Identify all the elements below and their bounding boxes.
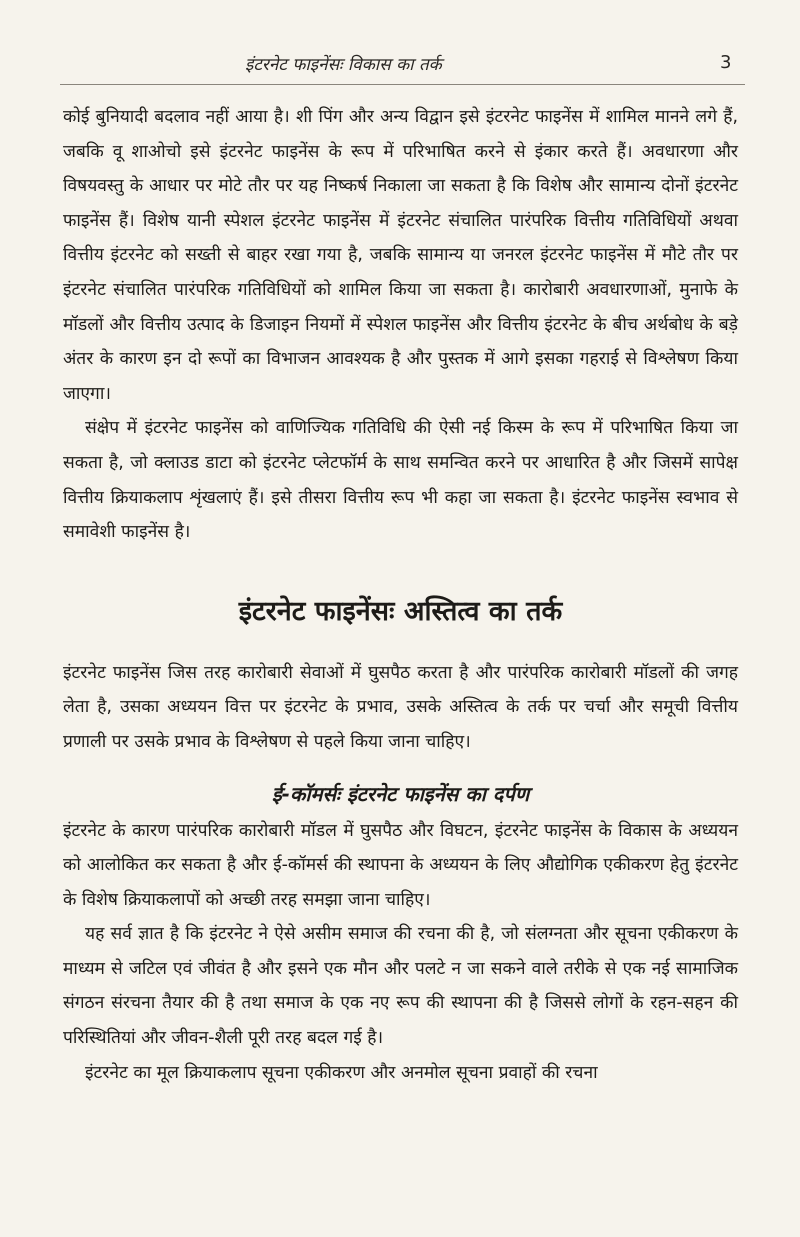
body-paragraph: इंटरनेट फाइनेंस जिस तरह कारोबारी सेवाओं में घुसपैठ करता है और पारंपरिक कारोबारी मॉडलों की जगह लेता है, उसका अध्ययन वित्त पर इंटरनेट के प्रभाव, उसके अस्तित्व के तर्क पर चर्चा और समूची वित्तीय प्रणाली पर उसके प्रभाव के विश्लेषण से पहले किया जाना चाहिए। xyxy=(63,662,738,752)
body-paragraph: इंटरनेट के कारण पारंपरिक कारोबारी मॉडल में घुसपैठ और विघटन, इंटरनेट फाइनेंस के विकास के अध्ययन को आलोकित कर सकता है और ई-कॉमर्स की स्थापना के अध्ययन के लिए औद्योगिक एकीकरण हेतु इंटरनेट के विशेष क्रियाकलापों को अच्छी तरह समझा जाना चाहिए। xyxy=(63,820,738,910)
subsection-heading: ई-कॉमर्सः इंटरनेट फाइनेंस का दर्पण xyxy=(271,781,530,806)
running-head-title: इंटरनेट फाइनेंसः विकास का तर्क xyxy=(245,55,442,75)
body-paragraph: कोई बुनियादी बदलाव नहीं आया है। शी पिंग और अन्य विद्वान इसे इंटरनेट फाइनेंस में शामिल मानने लगे हैं, जबकि वू शाओचो इसे इंटरनेट फाइनेंस के रूप में परिभाषित करने से इंकार करते हैं। अवधारणा और विषयवस्तु के आधार पर मोटे तौर पर यह निष्कर्ष निकाला जा सकता है कि विशेष और सामान्य दोनों इंटरनेट फाइनेंस हैं। विशेष यानी स्पेशल इंटरनेट फाइनेंस में इंटरनेट संचालित पारंपरिक वित्तीय गतिविधियों अथवा वित्तीय इंटरनेट को सख्ती से बाहर रखा गया है, जबकि सामान्य या जनरल इंटरनेट फाइनेंस में मौटे तौर पर इंटरनेट संचालित पारंपरिक गतिविधियों को शामिल किया जा सकता है। कारोबारी अवधारणाओं, मुनाफे के मॉडलों और वित्तीय उत्पाद के डिजाइन नियमों में स्पेशल फाइनेंस और वित्तीय इंटरनेट के बीच अर्थबोध के बड़े अंतर के कारण इन दो रूपों का विभाजन आवश्यक है और पुस्तक में आगे इसका गहराई से विश्लेषण किया जाएगा। xyxy=(63,107,738,404)
body-paragraph: इंटरनेट का मूल क्रियाकलाप सूचना एकीकरण और अनमोल सूचना प्रवाहों की रचना xyxy=(85,1062,598,1083)
page-body xyxy=(63,100,738,1090)
body-paragraph: यह सर्व ज्ञात है कि इंटरनेट ने ऐसे असीम समाज की रचना की है, जो संलग्नता और सूचना एकीकरण के माध्यम से जटिल एवं जीवंत है और इसने एक मौन और पलटे न जा सकने वाले तरीके से एक नई सामाजिक संगठन संरचना तैयार की है तथा समाज के एक नए रूप की स्थापना की है जिससे लोगों के रहन-सहन की परिस्थितियां और जीवन-शैली पूरी तरह बदल गई है। xyxy=(63,924,738,1049)
header-rule xyxy=(60,84,745,85)
page-number: 3 xyxy=(720,52,732,73)
body-paragraph: संक्षेप में इंटरनेट फाइनेंस को वाणिज्यिक गतिविधि की ऐसी नई किस्म के रूप में परिभाषित किया जा सकता है, जो क्लाउड डाटा को इंटरनेट प्लेटफॉर्म के साथ समन्वित करने पर आधारित है और जिसमें सापेक्ष वित्तीय क्रियाकलाप शृंखलाएं हैं। इसे तीसरा वित्तीय रूप भी कहा जा सकता है। इंटरनेट फाइनेंस स्वभाव से समावेशी फाइनेंस है। xyxy=(63,418,738,543)
running-head xyxy=(0,44,800,84)
section-heading: इंटरनेट फाइनेंसः अस्तित्व का तर्क xyxy=(238,595,563,627)
